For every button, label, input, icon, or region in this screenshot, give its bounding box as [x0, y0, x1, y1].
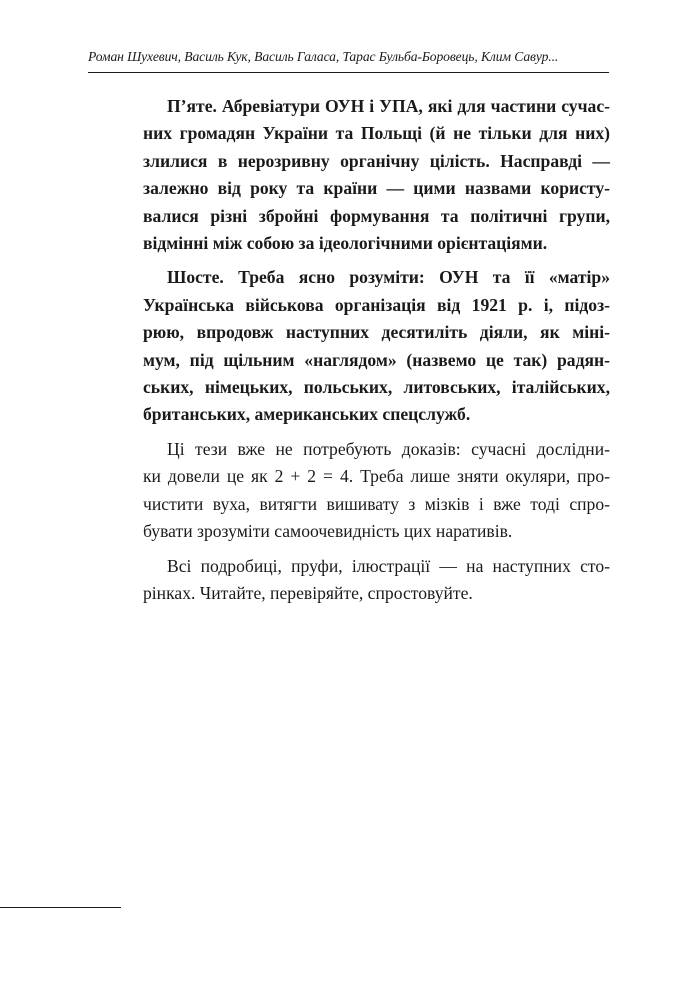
text-line: валися різні збройні формування та політичні групи,: [143, 205, 610, 226]
footnote-rule: [0, 907, 121, 908]
text-line: британських, американських спецслужб.: [143, 404, 471, 425]
text-line: Шосте. Треба ясно розуміти: ОУН та її «матір»: [167, 267, 610, 288]
text-line: ських, німецьких, польських, литовських, італійських,: [143, 377, 610, 398]
text-line: злилися в нерозривну органічну цілість. Насправді —: [143, 150, 610, 171]
text-line: чистити вуха, витягти вишивату з мізків і вже тоді спро-: [143, 493, 610, 514]
text-line: бувати зрозуміти самоочевидність цих наративів.: [143, 521, 513, 542]
text-line: залежно від року та країни — цими назвами користу-: [143, 178, 610, 199]
text-line: відмінні між собою за ідеологічними орієнтаціями.: [143, 233, 548, 254]
body-text: [143, 93, 610, 614]
header-rule: [88, 72, 609, 73]
text-line: ки довели це як 2 + 2 = 4. Треба лише зняти окуляри, про-: [143, 466, 610, 487]
text-line: рюю, впродовж наступних десятиліть діяли, як міні-: [143, 322, 610, 343]
text-line: Всі подробиці, пруфи, ілюстрації — на наступних сто-: [167, 555, 610, 576]
paragraph-details: [143, 553, 610, 608]
text-line: П’яте. Абревіатури ОУН і УПА, які для частини сучас-: [167, 96, 610, 116]
text-line: мум, під щільним «наглядом» (назвемо це так) радян-: [143, 349, 610, 370]
text-line: Ці тези вже не потребують доказів: сучасні дослідни-: [167, 438, 610, 459]
text-line: них громадян України та Польщі (й не тільки для них): [143, 123, 610, 144]
text-line: Українська військова організація від 1921 р. і, підоз-: [143, 294, 610, 315]
running-header: Роман Шухевич, Василь Кук, Василь Галаса, Тарас Бульба-Боровець, Клим Савур...: [88, 49, 559, 64]
paragraph-sixth: [143, 264, 610, 428]
paragraph-fifth: [143, 93, 610, 257]
text-line: рінках. Читайте, перевіряйте, спростовуйте.: [143, 582, 473, 603]
paragraph-theses: [143, 436, 610, 546]
